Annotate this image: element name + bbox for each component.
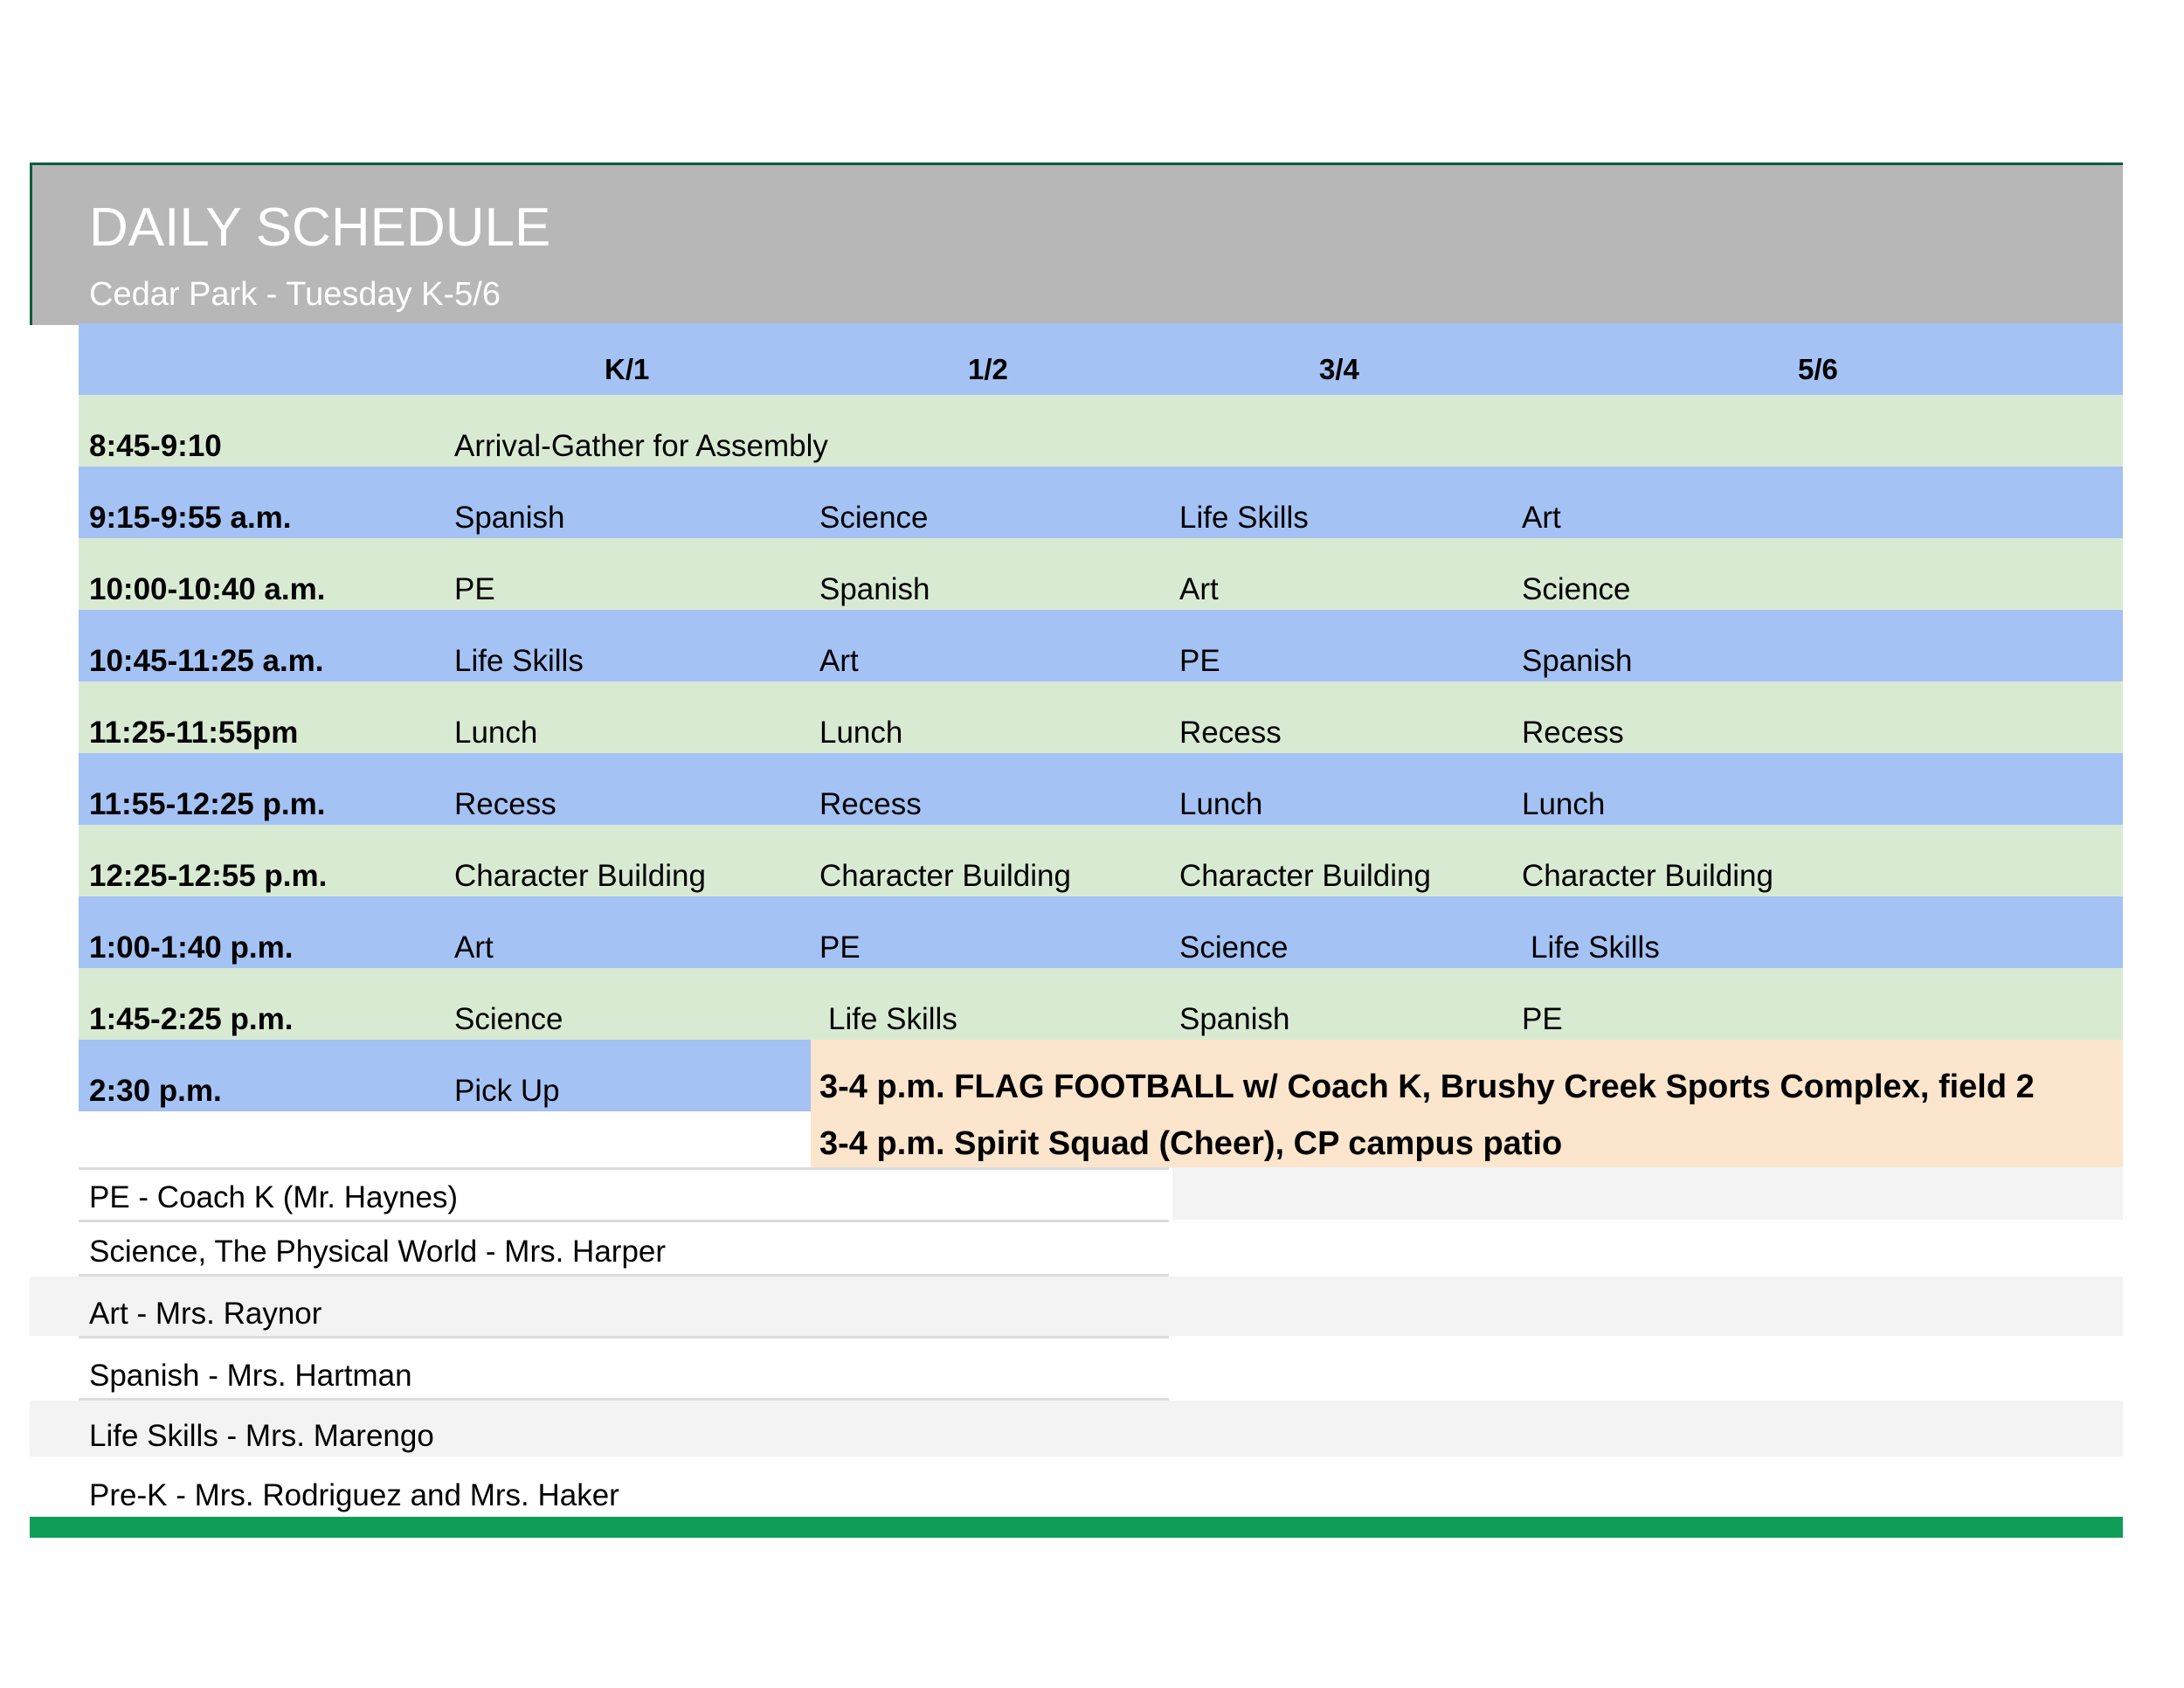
column-header-56: 5/6: [1798, 353, 1838, 385]
schedule-cell: Art: [819, 644, 859, 678]
schedule-cell: Spanish: [1179, 1002, 1290, 1036]
time-cell: 1:00-1:40 p.m.: [89, 930, 294, 965]
time-cell: 11:55-12:25 p.m.: [89, 787, 326, 821]
schedule-cell: Life Skills: [828, 1002, 957, 1036]
schedule-cell: Recess: [819, 787, 922, 821]
legend-shade: [1172, 1167, 2123, 1220]
schedule-cell: PE: [819, 930, 860, 965]
page-title: DAILY SCHEDULE: [89, 197, 551, 258]
schedule-cell: Character Building: [1179, 859, 1431, 893]
schedule-row: [79, 610, 2123, 681]
schedule-cell: Recess: [454, 787, 556, 821]
legend-divider: [79, 1167, 1169, 1170]
legend-item: Spanish - Mrs. Hartman: [89, 1359, 412, 1393]
column-header-12: 1/2: [968, 353, 1008, 385]
schedule-cell: Science: [819, 501, 929, 535]
schedule-cell: Art: [454, 930, 494, 965]
schedule-row: [79, 753, 2123, 825]
legend-item: Life Skills - Mrs. Marengo: [89, 1419, 434, 1453]
legend-item: Science, The Physical World - Mrs. Harper: [89, 1235, 667, 1269]
schedule-cell: Spanish: [819, 572, 930, 606]
schedule-cell: PE: [454, 572, 495, 606]
schedule-row: [79, 896, 2123, 968]
time-cell: 8:45-9:10: [89, 429, 222, 463]
schedule-cell: Character Building: [819, 859, 1071, 893]
schedule-cell: Science: [1522, 572, 1631, 606]
schedule-row: [79, 395, 2123, 467]
page-subtitle: Cedar Park - Tuesday K-5/6: [89, 276, 501, 313]
time-cell: 2:30 p.m.: [89, 1074, 222, 1108]
schedule-cell: Character Building: [454, 859, 706, 893]
schedule-cell: Life Skills: [1531, 930, 1660, 965]
schedule-cell: Recess: [1522, 716, 1624, 750]
time-cell: 1:45-2:25 p.m.: [89, 1002, 294, 1036]
column-header-k1: K/1: [605, 353, 650, 385]
column-header-34: 3/4: [1319, 353, 1359, 385]
schedule-cell: Recess: [1179, 716, 1282, 750]
schedule-cell: Art: [1179, 572, 1219, 606]
schedule-row: [79, 825, 2123, 896]
schedule-cell: Life Skills: [1179, 501, 1309, 535]
schedule-cell: Lunch: [819, 716, 903, 750]
time-cell: 9:15-9:55 a.m.: [89, 501, 292, 535]
legend-divider: [79, 1220, 1169, 1222]
club-spirit-squad: 3-4 p.m. Spirit Squad (Cheer), CP campus patio: [819, 1125, 1563, 1162]
time-cell: 12:25-12:55 p.m.: [89, 859, 328, 893]
schedule-cell: Life Skills: [454, 644, 584, 678]
footer-bar: [30, 1517, 2123, 1538]
schedule-cell: Spanish: [1522, 644, 1633, 678]
schedule-cell: Lunch: [454, 716, 538, 750]
schedule-cell: Lunch: [1522, 787, 1606, 821]
club-flag-football: 3-4 p.m. FLAG FOOTBALL w/ Coach K, Brushy Creek Sports Complex, field 2: [819, 1069, 2035, 1105]
schedule-cell: PE: [1522, 1002, 1563, 1036]
schedule-cell: Character Building: [1522, 859, 1773, 893]
legend-shade: [30, 1276, 2123, 1336]
schedule-row: [79, 467, 2123, 538]
legend-item: Art - Mrs. Raynor: [89, 1297, 322, 1331]
legend-item: Pre-K - Mrs. Rodriguez and Mrs. Haker: [89, 1478, 619, 1512]
schedule-cell: Spanish: [454, 501, 565, 535]
time-cell: 10:45-11:25 a.m.: [89, 644, 324, 678]
schedule-cell: Lunch: [1179, 787, 1263, 821]
schedule-row: [79, 968, 2123, 1040]
schedule-row: [79, 538, 2123, 610]
schedule-cell: Arrival-Gather for Assembly: [454, 429, 828, 463]
schedule-cell: Science: [1179, 930, 1289, 965]
schedule-cell: Pick Up: [454, 1074, 560, 1108]
legend-divider: [79, 1336, 1169, 1339]
schedule-cell: Art: [1522, 501, 1561, 535]
schedule-cell: PE: [1179, 644, 1220, 678]
legend-item: PE - Coach K (Mr. Haynes): [89, 1180, 459, 1214]
schedule-row: [79, 681, 2123, 753]
time-cell: 10:00-10:40 a.m.: [89, 572, 326, 606]
time-cell: 11:25-11:55pm: [89, 716, 299, 750]
schedule-cell: Science: [454, 1002, 563, 1036]
